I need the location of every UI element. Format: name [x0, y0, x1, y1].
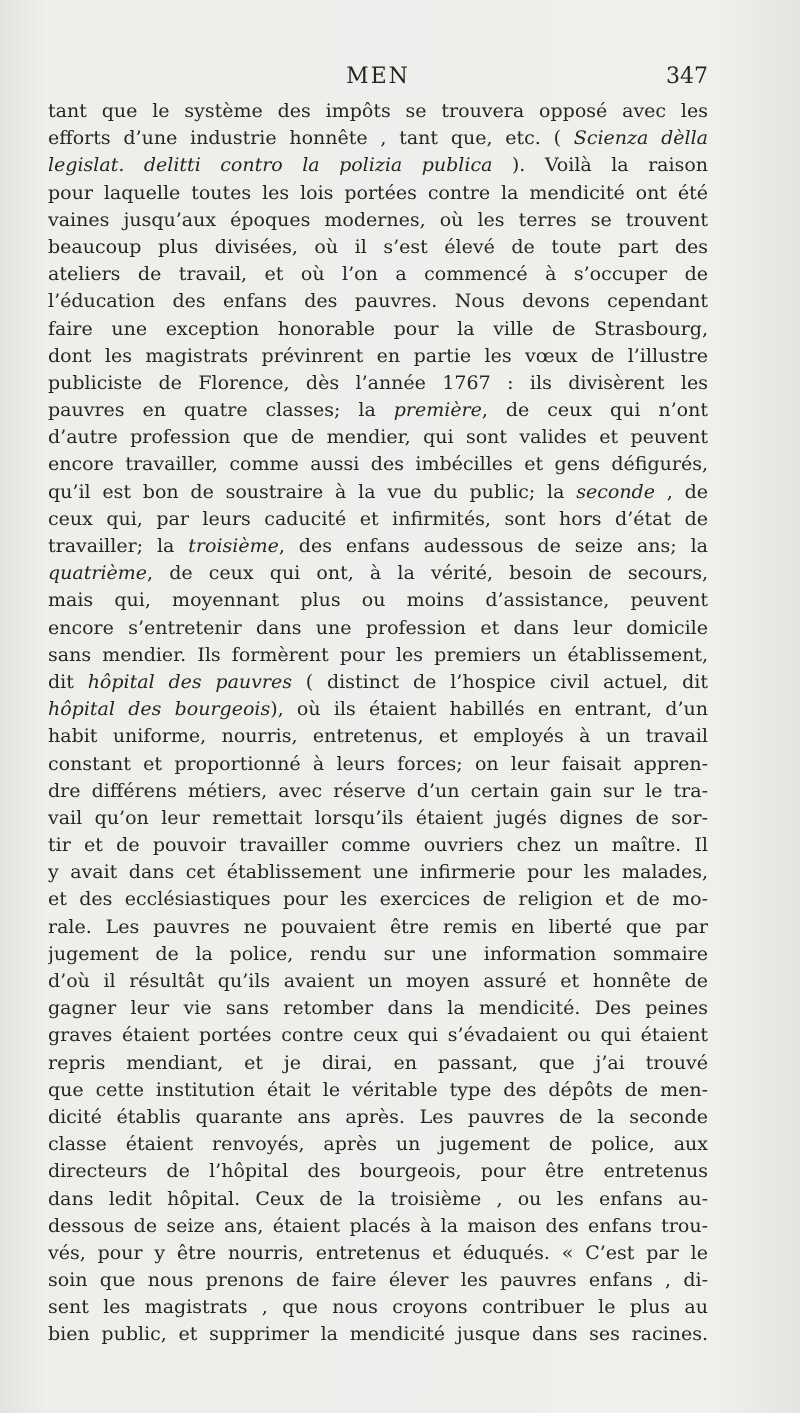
text-line [48, 1022, 708, 1049]
text-line [48, 370, 708, 397]
text-run: dicité établis quarante ans après. Les pauvres de la seconde [48, 1105, 708, 1128]
body-text [48, 98, 708, 1349]
text-run: , de [654, 480, 708, 503]
text-run: que cette institution était le véritable type des dépôts de men- [48, 1078, 708, 1101]
text-run: pauvres en quatre classes; la [48, 399, 394, 422]
text-run: repris mendiant, et je dirai, en passant, que j’ai trouvé [48, 1051, 708, 1074]
text-run: gagner leur vie sans retomber dans la mendicité. Des peines [48, 997, 708, 1020]
text-run: rale. Les pauvres ne pouvaient être remis en liberté que par [48, 915, 708, 938]
text-run: qu’il est bon de soustraire à la vue du public; la [48, 480, 577, 503]
text-run: vail qu’on leur remettait lorsqu’ils étaient jugés dignes de sor- [48, 806, 708, 829]
text-line [48, 506, 708, 533]
text-run: efforts d’une industrie honnête , tant que, etc. ( [48, 127, 574, 150]
text-run: , de ceux qui ont, à la vérité, besoin de secours, [147, 562, 708, 585]
text-line [48, 451, 708, 478]
text-run: dont les magistrats prévinrent en partie les vœux de l’illustre [48, 344, 708, 367]
text-line [48, 642, 708, 669]
text-run: directeurs de l’hôpital des bourgeois, pour être entretenus [48, 1160, 708, 1183]
text-line [48, 941, 708, 968]
text-line [48, 615, 708, 642]
text-run: dit [48, 670, 88, 693]
text-line [48, 778, 708, 805]
text-line [48, 886, 708, 913]
text-line [48, 914, 708, 941]
text-run: pour laquelle toutes les lois portées contre la mendicité ont été [48, 181, 708, 204]
italic-text-run: première [393, 399, 482, 422]
text-run: graves étaient portées contre ceux qui s’évadaient ou qui étaient [48, 1024, 708, 1047]
text-line [48, 261, 708, 288]
text-run: jugement de la police, rendu sur une information sommaire [48, 942, 708, 965]
text-run: habit uniforme, nourris, entretenus, et employés à un travail [48, 725, 708, 748]
text-run: travailler; la [48, 535, 189, 557]
text-line [48, 832, 708, 859]
text-line [48, 98, 708, 125]
text-line [48, 968, 708, 995]
page-number: 347 [666, 64, 708, 89]
text-run: mais qui, moyennant plus ou moins d’assistance, peuvent [48, 589, 708, 612]
italic-text-run: troisième [188, 535, 279, 557]
text-line [48, 723, 708, 750]
text-run: beaucoup plus divisées, où il s’est élevé de toute part des [48, 235, 708, 258]
text-line [48, 180, 708, 207]
text-run: tir et de pouvoir travailler comme ouvriers chez un maître. Il [48, 834, 708, 857]
text-run: l’éducation des enfans des pauvres. Nous devons cependant [48, 290, 708, 313]
text-line [48, 1267, 708, 1294]
text-line [48, 1294, 708, 1321]
running-title: MEN [346, 64, 410, 89]
italic-text-run: legislat. delitti contro la polizia publica [48, 154, 493, 177]
italic-text-run: hôpital des pauvres [87, 670, 292, 693]
text-line [48, 234, 708, 261]
text-run: faire une exception honorable pour la ville de Strasbourg, [48, 317, 708, 340]
text-line [48, 587, 708, 614]
text-line [48, 1158, 708, 1185]
text-run: constant et proportionné à leurs forces; on leur faisait appren- [48, 752, 708, 775]
text-run: d’où il résultât qu’ils avaient un moyen assuré et honnête de [48, 970, 708, 992]
text-run: encore s’entretenir dans une profession et dans leur domicile [48, 616, 708, 639]
italic-text-run: seconde [576, 480, 655, 503]
text-line [48, 1240, 708, 1267]
text-line [48, 343, 708, 370]
italic-text-run: Scienza dèlla [573, 127, 708, 150]
text-line [48, 397, 708, 424]
text-run: dessous de seize ans, étaient placés à la maison des enfans trou- [48, 1214, 708, 1237]
text-line [48, 316, 708, 343]
text-line [48, 560, 708, 587]
text-line [48, 805, 708, 832]
text-run: tant que le système des impôts se trouvera opposé avec les [48, 100, 708, 122]
text-run: dans ledit hôpital. Ceux de la troisième , ou les enfans au- [48, 1187, 708, 1210]
text-line [48, 669, 708, 696]
text-run: d’autre profession que de mendier, qui sont valides et peuvent [48, 426, 708, 449]
text-line [48, 751, 708, 778]
text-run: , des enfans audessous de seize ans; la [278, 535, 708, 557]
text-run: ( distinct de l’hospice civil actuel, dit [291, 670, 708, 693]
text-line [48, 1077, 708, 1104]
text-line [48, 1186, 708, 1213]
text-run: y avait dans cet établissement une infirmerie pour les malades, [48, 861, 708, 884]
text-line [48, 1131, 708, 1158]
text-run: et des ecclésiastiques pour les exercices de religion et de mo- [48, 888, 708, 911]
text-run: vés, pour y être nourris, entretenus et éduqués. « C’est par le [48, 1241, 708, 1264]
text-run: bien public, et supprimer la mendicité jusque dans ses racines. [48, 1323, 708, 1346]
text-run: vaines jusqu’aux époques modernes, où les terres se trouvent [48, 208, 708, 231]
text-run: soin que nous prenons de faire élever les pauvres enfans , di- [48, 1269, 708, 1292]
text-line [48, 696, 708, 723]
text-run: , de ceux qui n’ont [481, 399, 708, 422]
text-line [48, 995, 708, 1022]
text-run: sent les magistrats , que nous croyons contribuer le plus au [48, 1296, 708, 1319]
text-line [48, 1321, 708, 1348]
text-line [48, 1050, 708, 1077]
text-run: ), où ils étaient habillés en entrant, d’un [270, 698, 708, 721]
text-line [48, 1104, 708, 1131]
text-run: dre différens métiers, avec réserve d’un certain gain sur le tra- [48, 779, 708, 802]
text-run: sans mendier. Ils formèrent pour les premiers un établissement, [48, 643, 708, 666]
text-run: ). Voilà la raison [492, 154, 708, 177]
text-line [48, 479, 708, 506]
text-run: classe étaient renvoyés, après un jugement de police, aux [48, 1133, 708, 1156]
text-line [48, 152, 708, 179]
text-run: ateliers de travail, et où l’on a commencé à s’occuper de [48, 263, 708, 286]
running-head [48, 60, 708, 96]
text-run: ceux qui, par leurs caducité et infirmités, sont hors d’état de [48, 507, 708, 530]
text-line [48, 533, 708, 560]
italic-text-run: quatrième [48, 562, 148, 585]
text-line [48, 125, 708, 152]
text-run: encore travailler, comme aussi des imbécilles et gens défigurés, [48, 453, 708, 476]
italic-text-run: hôpital des bourgeois [48, 698, 271, 721]
text-line [48, 424, 708, 451]
text-line [48, 288, 708, 315]
text-run: publiciste de Florence, dès l’année 1767 : ils divisèrent les [48, 371, 708, 394]
text-line [48, 207, 708, 234]
text-line [48, 1213, 708, 1240]
text-line [48, 859, 708, 886]
